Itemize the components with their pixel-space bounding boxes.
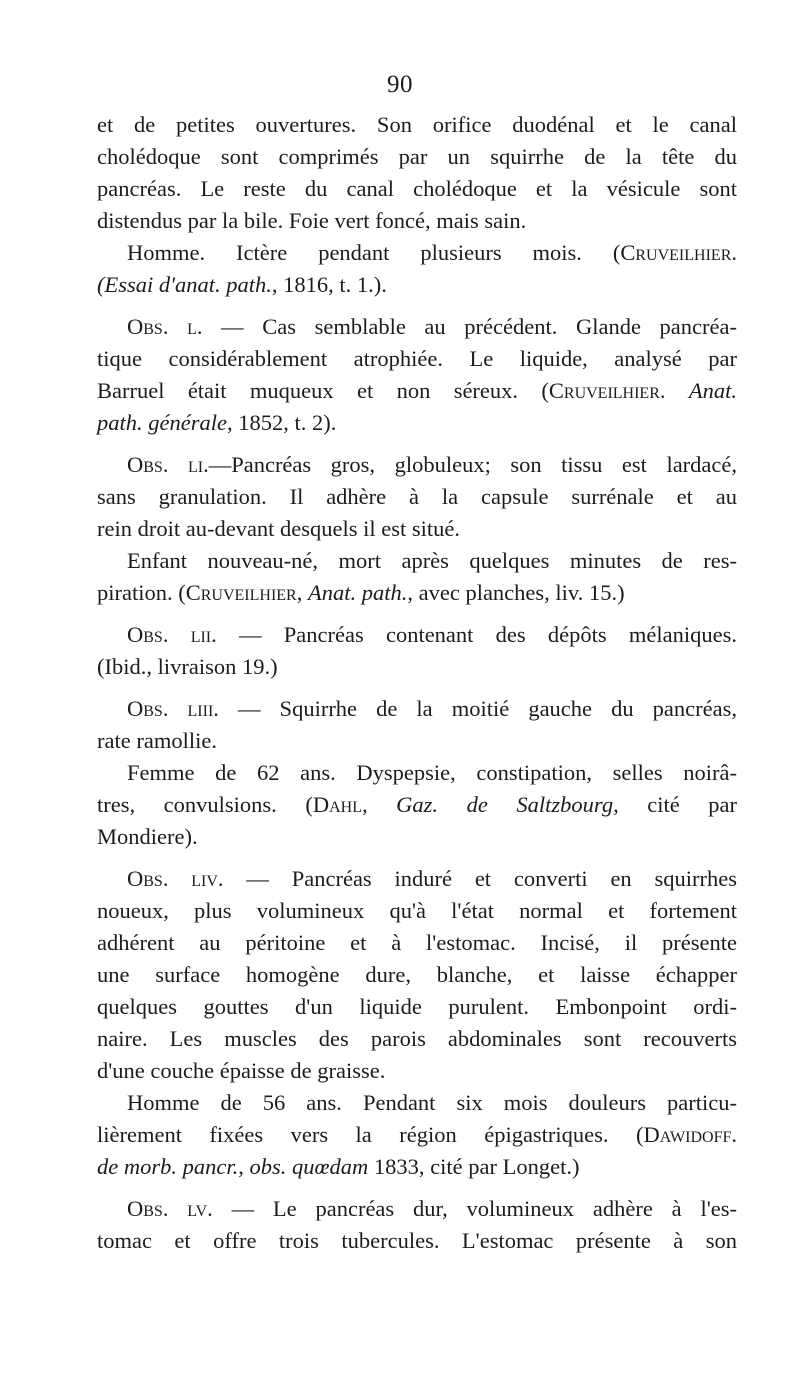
text-line [97,959,737,991]
text-line [97,1055,737,1087]
text-line [97,513,737,545]
paragraph-gap [97,1183,737,1193]
text-line [97,481,737,513]
text-line [97,205,737,237]
text-run: et de petites ouvertures. Son orifice duodénal et le canal [97,112,737,137]
text-line [97,895,737,927]
text-run: tique considérablement atrophiée. Le liquide, analysé par [97,346,737,371]
small-caps-text: Dahl, [312,792,368,817]
text-line [97,789,737,821]
text-line [97,141,737,173]
text-line [97,1225,737,1257]
italic-text: Anat. path. [307,580,408,605]
paragraph-gap [97,683,737,693]
text-line [97,545,737,577]
text-line [97,577,737,609]
text-line [97,991,737,1023]
text-line [97,311,737,343]
text-run: — Squirrhe de la moitié gauche du pancréas, [218,696,737,721]
text-run: d'une couche épaisse de graisse. [97,1058,386,1083]
text-run: rate ramollie. [97,728,217,753]
text-line [97,173,737,205]
text-run: quelques gouttes d'un liquide purulent. Embonpoint ordi- [97,994,737,1019]
small-caps-text: Obs. liv. [127,866,224,891]
text-run: tres, convulsions. ( [97,792,313,817]
text-line [97,1193,737,1225]
text-run: Barruel était muqueux et non séreux. ( [97,378,549,403]
text-line [97,863,737,895]
italic-text: obs. quœdam [249,1154,369,1179]
text-line [97,375,737,407]
text-line [97,109,737,141]
text-run: rein droit au-devant desquels il est situé. [97,516,461,541]
text-run: distendus par la bile. Foie vert foncé, mais sain. [97,208,527,233]
text-line [97,343,737,375]
text-run: sans granulation. Il adhère à la capsule surrénale et au [97,484,737,509]
text-line [97,927,737,959]
text-run: — Cas semblable au précédent. Glande pancréa- [202,314,737,339]
text-run: 1833, cité par Longet.) [368,1154,580,1179]
text-line [97,1087,737,1119]
text-run: , 1852, t. 2). [226,410,337,435]
paragraph-gap [97,609,737,619]
small-caps-text: Cruveilhier. [548,378,666,403]
text-run: tomac et offre trois tubercules. L'estomac présente à son [97,1228,737,1253]
small-caps-text: Obs. l. [127,314,203,339]
text-run: pancréas. Le reste du canal cholédoque et la vésicule sont [97,176,737,201]
text-run: cholédoque sont comprimés par un squirrhe de la tête du [97,144,737,169]
small-caps-text: Obs. liii. [127,696,219,721]
text-run: Mondiere). [97,824,198,849]
text-run: , avec planches, liv. 15.) [407,580,625,605]
italic-text: Essai d'anat. path. [104,272,272,297]
text-line [97,757,737,789]
text-run: , 1816, t. 1.). [271,272,387,297]
text-line [97,693,737,725]
italic-text: path. générale [97,410,227,435]
small-caps-text: Obs. li. [127,452,209,477]
italic-text: de morb. pancr. [97,1154,239,1179]
small-caps-text: Obs. lv. [127,1196,213,1221]
text-run: Homme. Ictère pendant plusieurs mois. ( [127,240,621,265]
text-run: —Pancréas gros, globuleux; son tissu est lardacé, [208,452,738,477]
text-run [368,792,397,817]
text-run: noueux, plus volumineux qu'à l'état normal et fortement [97,898,737,923]
text-run: naire. Les muscles des parois abdominales sont recouverts [97,1026,737,1051]
small-caps-text: Dawidoff. [643,1122,737,1147]
text-run: , [238,1154,250,1179]
paragraph-gap [97,439,737,449]
text-run: Femme de 62 ans. Dyspepsie, constipation, selles noirâ- [127,760,737,785]
small-caps-text: Cruveilhier. [620,240,737,265]
text-run: une surface homogène dure, blanche, et laisse échapper [97,962,737,987]
text-line [97,725,737,757]
text-line [97,237,737,269]
text-run: Enfant nouveau-né, mort après quelques minutes de res- [127,548,737,573]
text-line [97,449,737,481]
text-run: — Le pancréas dur, volumineux adhère à l'es- [212,1196,737,1221]
text-line [97,651,737,683]
text-line [97,619,737,651]
text-line [97,821,737,853]
page-number: 90 [387,71,413,98]
paragraph-gap [97,301,737,311]
text-run: lièrement fixées vers la région épigastriques. ( [97,1122,644,1147]
paragraph-gap [97,853,737,863]
small-caps-text: Cruveilhier, [185,580,303,605]
italic-text: Anat. [688,378,737,403]
small-caps-text: Obs. lii. [127,622,217,647]
text-line [97,269,737,301]
body-text [97,109,737,1257]
text-line [97,1023,737,1055]
text-line [97,1151,737,1183]
text-run: adhérent au péritoine et à l'estomac. Incisé, il présente [97,930,737,955]
text-run: , cité par [613,792,738,817]
text-line [97,407,737,439]
text-run: piration. ( [97,580,186,605]
italic-text: ( [97,272,105,297]
text-run: Homme de 56 ans. Pendant six mois douleurs particu- [127,1090,737,1115]
text-run: — Pancréas induré et converti en squirrhes [223,866,737,891]
italic-text: Gaz. de Saltzbourg [396,792,614,817]
text-run: — Pancréas contenant des dépôts mélaniques. [216,622,737,647]
text-run [666,378,689,403]
text-line [97,1119,737,1151]
text-run: (Ibid., livraison 19.) [97,654,278,679]
